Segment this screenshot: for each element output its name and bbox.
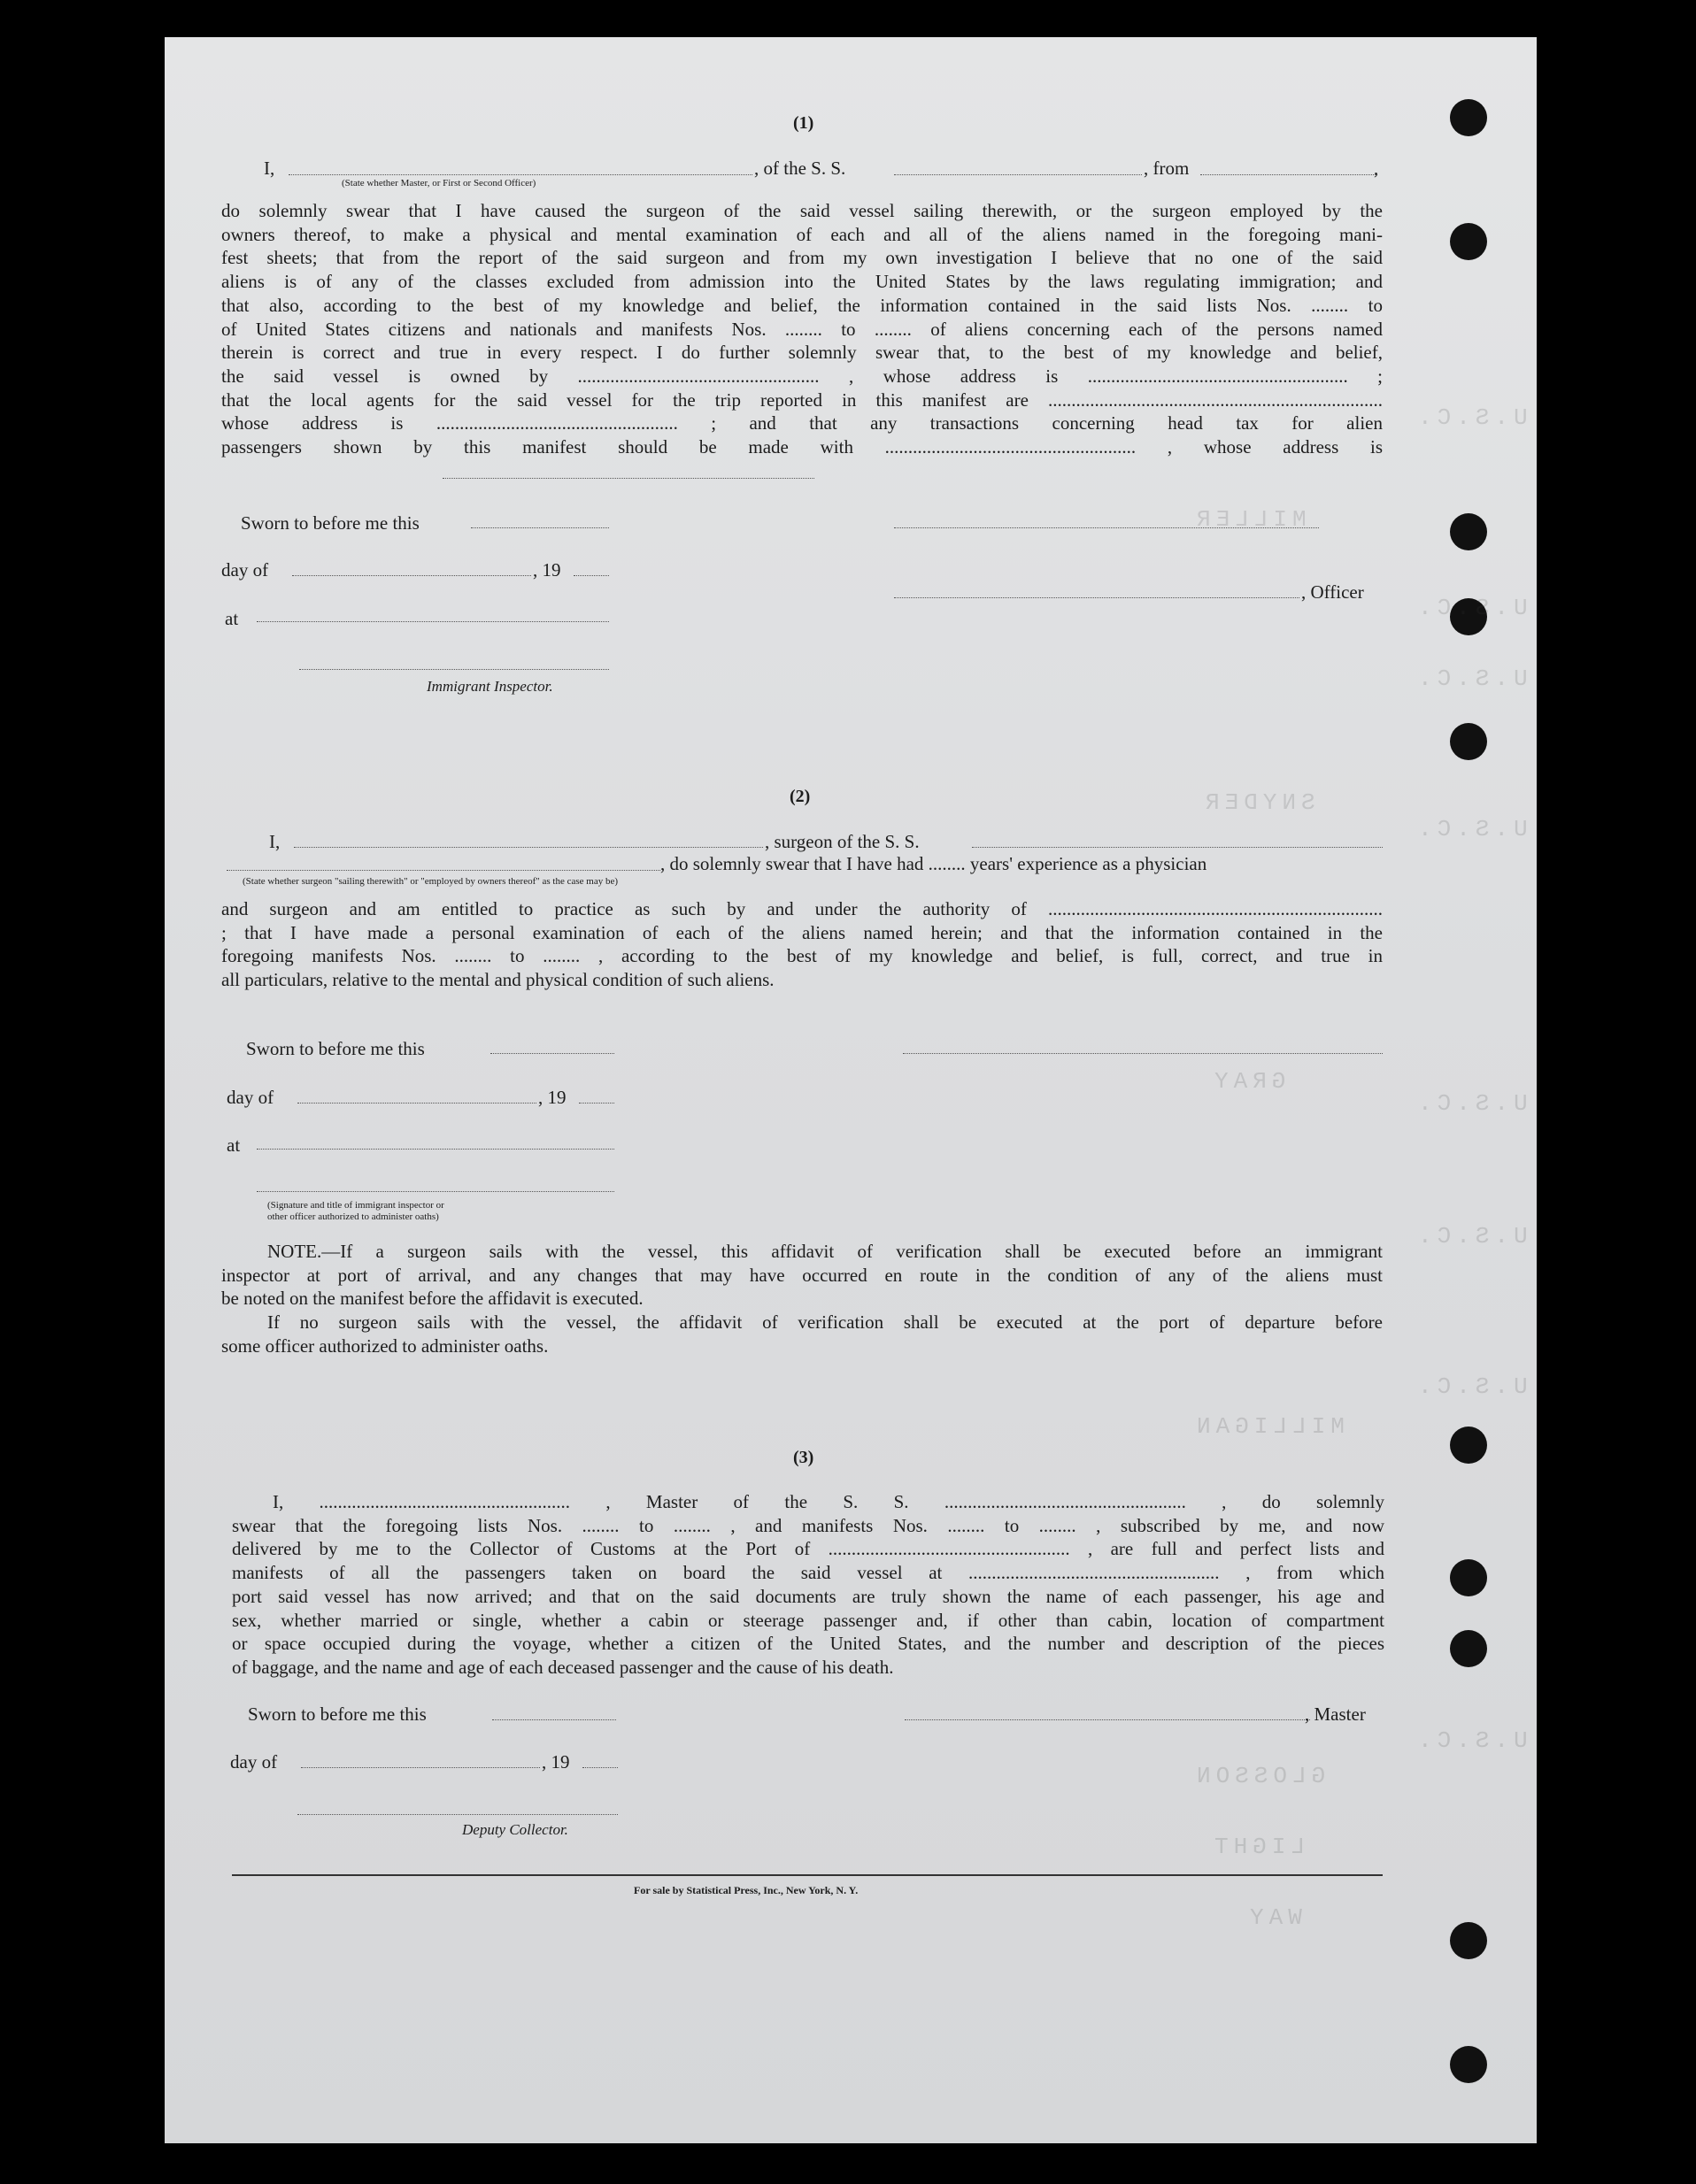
bleed-through-text: U.S.C. (1413, 1373, 1528, 1400)
deputy-collector-signature-field[interactable] (297, 1814, 618, 1815)
officer-title-field[interactable] (894, 597, 1299, 598)
section-1-paragraph: do solemnly swear that I have caused the surgeon of the said vessel sailing therewith, or the surgeon employed by the owners thereof, to make a physical and mental examination of each and all of the aliens named in the foregoing mani- fest sheets; that from the report of the said surgeon and from my own investigation I believe that no one of the said aliens is of any of the classes excluded from admission into the United States by the laws regulating immigration; and that also, according to the best of my knowledge and belief, the information contained in the said lists Nos. ........ to of United States citizens and nationals and manifests Nos. ........ to ........ of aliens concerning each of the persons named therein is correct and true in every respect. I do further solemnly swear that, to the best of my knowledge and belief, the said vessel is owned by .................................................... , whose address is ........................................................ ; that the local agents for the said vessel for the trip reported in this manifest are ........................................................................ whose address is .................................................... ; and that any transactions concerning head tax for alien passengers shown by this manifest should be made with ...................................................... , whose address is (221, 200, 1383, 458)
section-1-caption: (State whether Master, or First or Second Officer) (342, 178, 536, 188)
punch-hole (1450, 723, 1487, 760)
bleed-through-text: U.S.C. (1413, 1090, 1528, 1117)
officer-signature-field[interactable] (894, 527, 1319, 528)
sworn-month-field[interactable] (292, 575, 531, 576)
section-2-paragraph: and surgeon and am entitled to practice as such by and under the authority of ........................................................................ ; that I have made a personal examination of each of the aliens named herein; and that the information contained in the foregoing manifests Nos. ........ to ........ , according to the best of my knowledge and belief, is full, correct, and true in all particulars, relative to the mental and physical condition of such aliens. (221, 898, 1383, 991)
section-3-day-of: day of (230, 1751, 278, 1773)
section-2-sworn: Sworn to before me this (246, 1038, 425, 1059)
surgeon-vessel-field[interactable] (972, 847, 1383, 848)
section-3-month-field[interactable] (301, 1767, 540, 1768)
bleed-through-text: MILLER (1191, 506, 1307, 533)
section-2-surgeon-of: , surgeon of the S. S. (765, 831, 920, 852)
bleed-through-text: GLOSSON (1191, 1763, 1326, 1789)
section-2-i: I, (269, 831, 281, 852)
section-1-day-of: day of (221, 559, 269, 581)
inspector-signature-field[interactable] (299, 669, 609, 670)
section-3-heading: (3) (793, 1448, 814, 1467)
section-3-year-field[interactable] (582, 1767, 618, 1768)
bleed-through-text: U.S.C. (1413, 404, 1528, 431)
section-1-i: I, (264, 158, 275, 179)
section-2-signature-field[interactable] (903, 1053, 1383, 1054)
section-1-sworn: Sworn to before me this (241, 512, 420, 534)
bleed-through-text: U.S.C. (1413, 816, 1528, 842)
section-3-master: , Master (1305, 1703, 1366, 1725)
section-3-sworn: Sworn to before me this (248, 1703, 427, 1725)
bleed-through-text: U.S.C. (1413, 1727, 1528, 1754)
section-2-month-field[interactable] (297, 1103, 536, 1104)
section-2-day-of: day of (227, 1087, 274, 1108)
section-1-from: , from (1144, 158, 1190, 179)
bleed-through-text: U.S.C. (1413, 1223, 1528, 1250)
vessel-name-field[interactable] (894, 174, 1142, 175)
section-1-comma: , (1374, 158, 1379, 179)
punch-hole (1450, 513, 1487, 550)
punch-hole (1450, 1630, 1487, 1667)
footer-rule (232, 1874, 1383, 1876)
section-2-inspector-field[interactable] (257, 1191, 614, 1192)
address-continuation-field[interactable] (443, 478, 814, 479)
section-2-line-2: , do solemnly swear that I have had ........ years' experience as a physician (660, 853, 1207, 874)
section-2-signer-caption-1: (Signature and title of immigrant inspector or (267, 1200, 444, 1211)
surgeon-name-field[interactable] (294, 847, 763, 848)
section-2-year: , 19 (538, 1087, 567, 1108)
bleed-through-text: GRAY (1209, 1068, 1286, 1095)
publisher-footer: For sale by Statistical Press, Inc., New York, N. Y. (634, 1884, 859, 1896)
punch-hole (1450, 99, 1487, 136)
section-3-sworn-day-field[interactable] (492, 1719, 616, 1720)
punch-hole (1450, 1427, 1487, 1464)
section-1-at: at (225, 608, 239, 629)
sworn-place-field[interactable] (257, 621, 609, 622)
sworn-day-field[interactable] (471, 527, 609, 528)
section-1-officer: , Officer (1301, 581, 1364, 603)
bleed-through-text: LIGHT (1209, 1834, 1306, 1860)
deputy-collector-label: Deputy Collector. (462, 1821, 568, 1838)
immigrant-inspector-label: Immigrant Inspector. (427, 678, 553, 695)
section-2-signer-caption-2: other officer authorized to administer oaths) (267, 1211, 439, 1222)
section-3-year: , 19 (542, 1751, 570, 1773)
punch-hole (1450, 1922, 1487, 1959)
section-2-year-field[interactable] (579, 1103, 614, 1104)
section-1-year: , 19 (533, 559, 561, 581)
section-1-heading: (1) (793, 113, 814, 133)
section-2-caption: (State whether surgeon "sailing therewith" or "employed by owners thereof" as the case may be) (243, 876, 619, 887)
bleed-through-text: U.S.C. (1413, 665, 1528, 692)
from-port-field[interactable] (1200, 174, 1377, 175)
punch-hole (1450, 1559, 1487, 1596)
bleed-through-text: U.S.C. (1413, 595, 1528, 621)
sworn-year-field[interactable] (574, 575, 609, 576)
bleed-through-text: WAY (1245, 1904, 1302, 1931)
surgeon-note: NOTE.—If a surgeon sails with the vessel, this affidavit of verification shall be executed before an immigrant inspector at port of arrival, and any changes that may have occurred en route in the condition of any of the aliens must be noted on the manifest before the affidavit is executed. If no surgeon sails with the vessel, the affidavit of verification shall be executed at the port of departure before some officer authorized to administer oaths. (221, 1241, 1383, 1357)
punch-hole (1450, 2046, 1487, 2083)
section-1-of-ss: , of the S. S. (754, 158, 846, 179)
section-3-paragraph: I, ...................................................... , Master of the S. S. .................................................... , do solemnly swear that the foregoing lists Nos. ........ to ........ , and manifests Nos. ........ to ........ , subscribed by me, and now delivered by me to the Collector of Customs at the Port of .................................................... , are full and perfect lists and manifests of all the passengers taken on board the said vessel at ...................................................... , from which port said vessel has now arrived; and that on the said documents are truly shown the name of each passenger, his age and sex, whether married or single, whether a cabin or steerage passenger and, if other than cabin, location of compartment or space occupied during the voyage, whether a citizen of the United States, and the number and description of the pieces of baggage, and the name and age of each deceased passenger and the cause of his death. (232, 1491, 1384, 1678)
section-2-at: at (227, 1134, 241, 1156)
master-name-field[interactable] (289, 174, 752, 175)
section-2-sworn-day-field[interactable] (490, 1053, 614, 1054)
bleed-through-text: MILLIGAN (1191, 1413, 1345, 1440)
section-2-place-field[interactable] (257, 1149, 614, 1150)
punch-hole (1450, 223, 1487, 260)
section-2-heading: (2) (790, 787, 811, 806)
master-signature-field[interactable] (905, 1719, 1310, 1720)
bleed-through-text: SNYDER (1200, 789, 1315, 816)
surgeon-type-field[interactable] (227, 870, 660, 871)
